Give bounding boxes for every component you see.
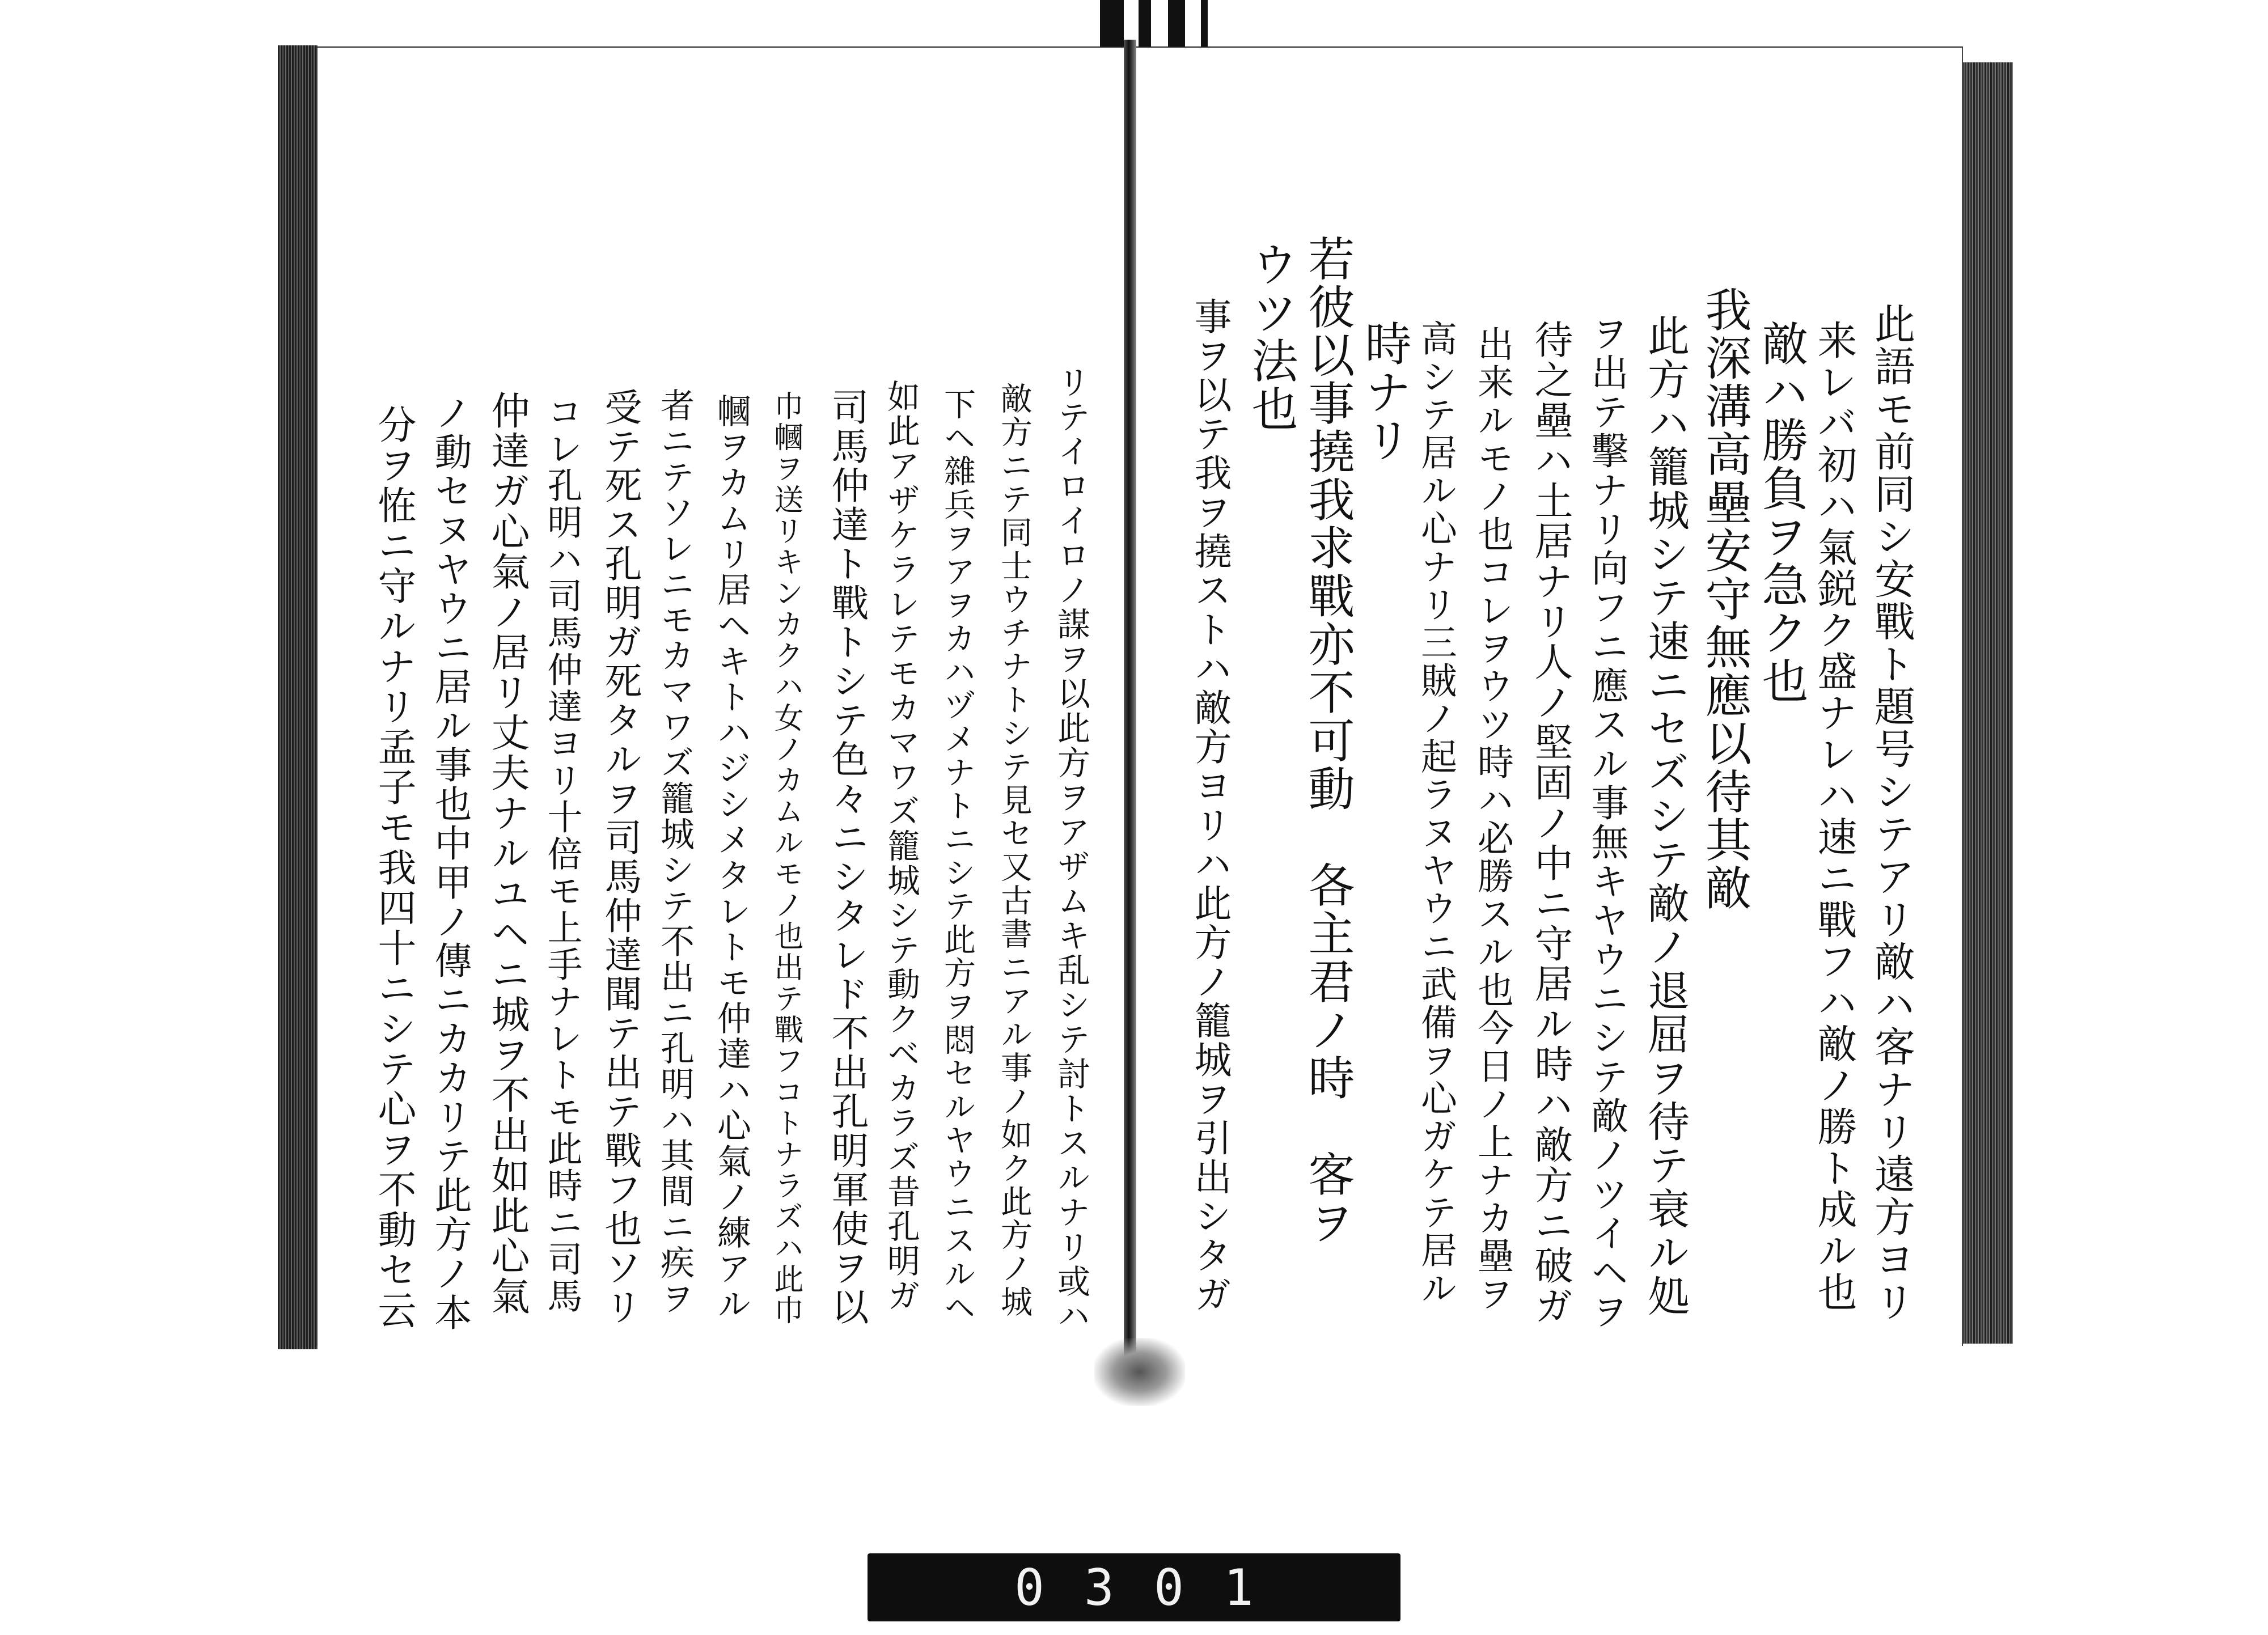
- text-column: 敵ハ勝負ヲ急ク也: [1754, 320, 1808, 705]
- accession-label: [868, 1553, 1400, 1621]
- text-column: 此語モ前同シ安戰ト題号シテアリ敵ハ客ナリ遠方ヨリ: [1868, 303, 1915, 1323]
- text-column: 我深溝高壘安守無應以待其敵: [1698, 286, 1751, 912]
- text-column: ノ動セヌヤウニ居ル事也中甲ノ傳ニカカリテ此方ノ本: [428, 393, 472, 1332]
- book-gutter: [1124, 40, 1136, 1361]
- text-column: 事ヲ以テ我ヲ撓ストハ敵方ヨリハ此方ノ籠城ヲ引出シタガ: [1188, 297, 1232, 1314]
- gutter-shadow: [1094, 1338, 1185, 1406]
- text-column: 若彼以事撓我求戰亦不可動 各主君ノ時 客ヲ: [1301, 235, 1355, 1247]
- text-column: 者ニテソレニモカマワズ籠城シテ不出ニ孔明ハ其間ニ疾ヲ: [655, 388, 695, 1316]
- text-column: 巾幗ヲ送リキンカクハ女ノカムルモノ也出テ戰フコトナラズハ此巾: [769, 391, 803, 1326]
- text-column: 仲達ガ心氣ノ居リ丈夫ナルユヘニ城ヲ不出如此心氣: [485, 391, 530, 1316]
- text-column: 高シテ居ル心ナリ三賊ノ起ラヌヤウニ武備ヲ心ガケテ居ル: [1415, 320, 1457, 1307]
- text-column: 此方ハ籠城シテ速ニセズシテ敵ノ退屈ヲ待テ衰ル処: [1641, 314, 1690, 1318]
- right-page: [1134, 46, 1963, 1346]
- open-book: [278, 40, 2013, 1366]
- text-column: 下ヘ雜兵ヲアヲカハヅメナトニシテ此方ヲ悶セルヤウニスルヘ: [939, 388, 976, 1324]
- text-column: 分ヲ恠ニ守ルナリ孟子モ我四十ニシテ心ヲ不動セ云: [371, 405, 416, 1331]
- text-column: ヲ出テ擊ナリ向フニ應スル事無キヤウニシテ敵ノツイヘヲ: [1585, 314, 1628, 1331]
- left-page: [316, 46, 1128, 1346]
- text-column: コレ孔明ハ司馬仲達ヨリ十倍モ上手ナレトモ此時ニ司馬: [541, 393, 583, 1315]
- text-column: 敵方ニテ同士ウチナトシテ見セ又古書ニアル事ノ如ク此方ノ城: [996, 382, 1033, 1319]
- text-column: 出来ルモノ也コレヲウツ時ハ必勝スル也今日ノ上ナカ壘ヲ: [1471, 325, 1513, 1313]
- book-edge-left: [278, 45, 318, 1349]
- text-column: 待之壘ハ土居ナリ人ノ堅固ノ中ニ守居ル時ハ敵方ニ破ガ: [1528, 320, 1573, 1326]
- text-column: ウツ法也: [1244, 240, 1298, 433]
- text-column: 司馬仲達ト戰トシテ色々ニシタレド不出孔明軍使ヲ以: [825, 388, 869, 1327]
- text-column: 受テ死ス孔明ガ死タルヲ司馬仲達聞テ出テ戰フ也ソリ: [598, 388, 642, 1327]
- text-column: 幗ヲカムリ居ヘキトハジシメタレトモ仲達ハ心氣ノ練アル: [712, 393, 751, 1322]
- text-column: 来レバ初ハ氣鋭ク盛ナレハ速ニ戰フハ敵ノ勝ト成ル也: [1811, 320, 1857, 1313]
- book-edge-right: [1959, 62, 2013, 1344]
- text-column: 如此アザケラレテモカマワズ籠城シテ動クベカラズ昔孔明ガ: [882, 379, 920, 1313]
- text-column: 時ナリ: [1357, 320, 1411, 464]
- text-column: リテイロイロノ謀ヲ以此方ヲアザムキ乱シテ討トスルナリ或ハ: [1052, 365, 1090, 1333]
- accession-number: 0301: [1014, 1558, 1293, 1617]
